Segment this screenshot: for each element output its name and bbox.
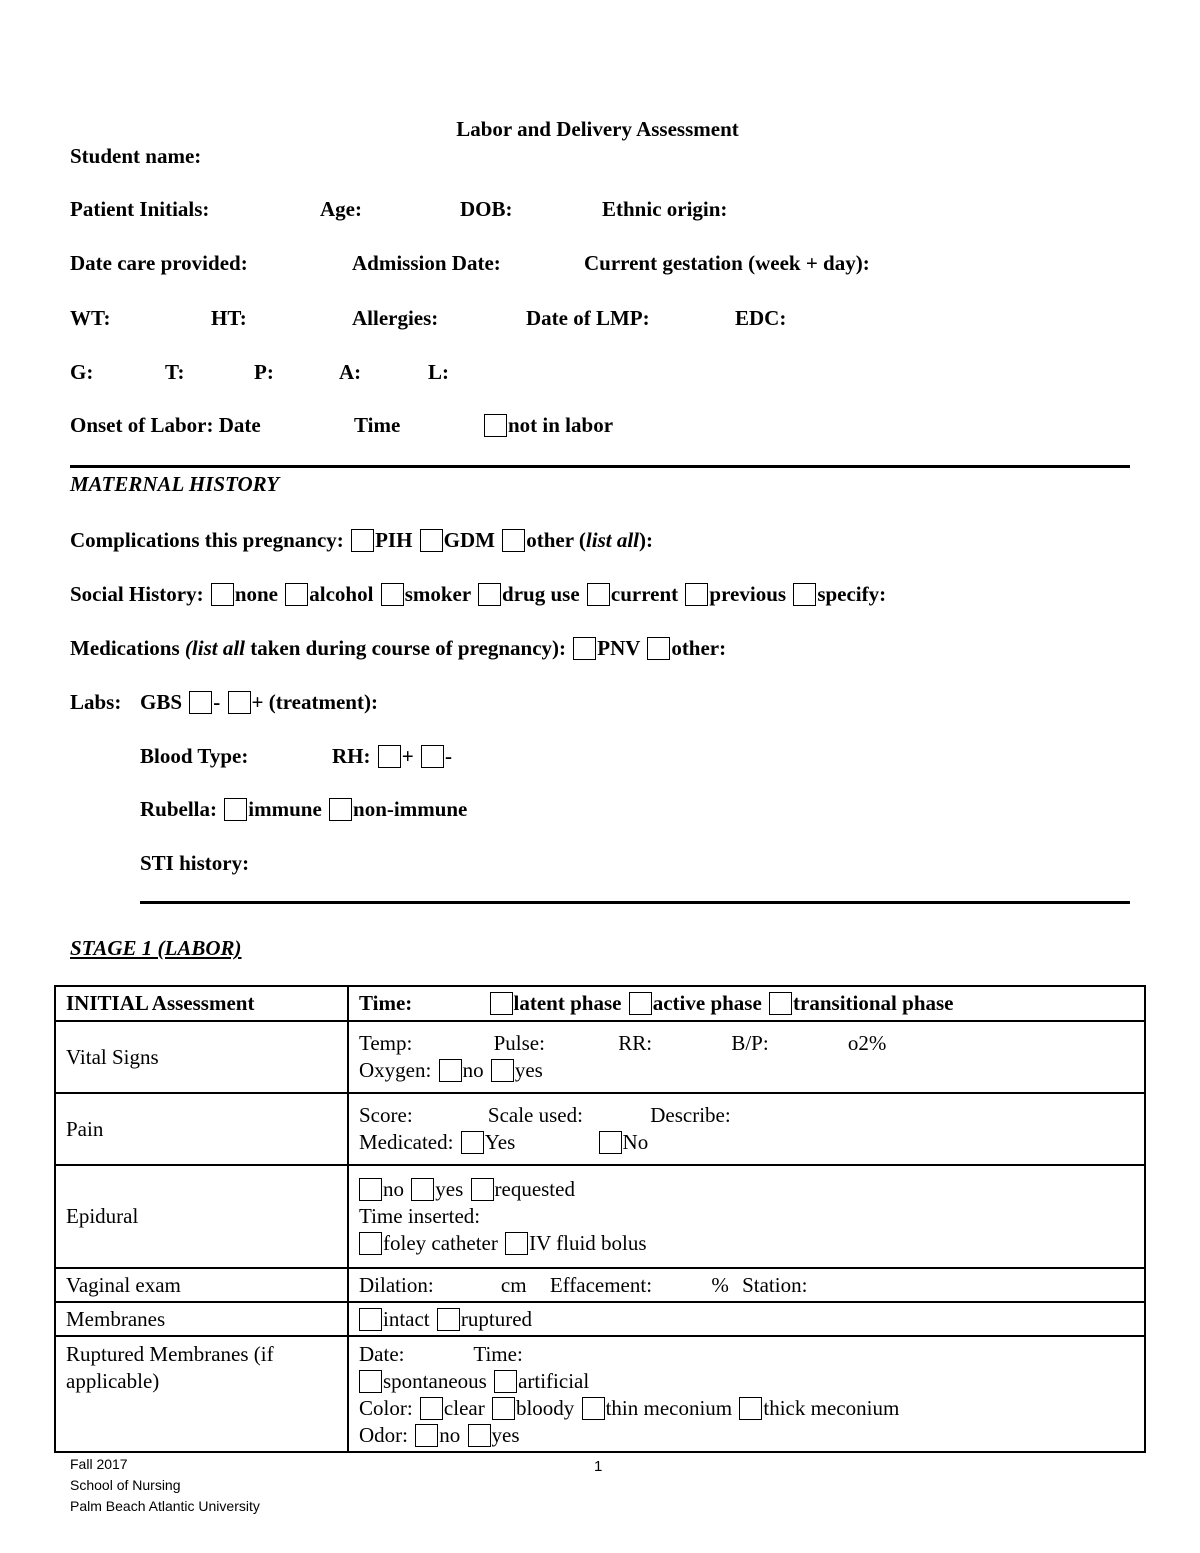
maternal-history-heading: MATERNAL HISTORY [70,472,280,496]
pain-cell: Score: Scale used: Describe: Medicated: Yes No [348,1093,1145,1165]
rh-positive-checkbox[interactable] [378,745,401,768]
footer-university: Palm Beach Atlantic University [70,1498,260,1514]
social-previous-checkbox[interactable] [685,583,708,606]
rh-negative-checkbox[interactable] [421,745,444,768]
table-row [55,1268,1145,1302]
membranes-label: Membranes [55,1302,348,1336]
active-phase-checkbox[interactable] [629,992,652,1015]
other-medication-checkbox[interactable] [647,637,670,660]
other-complication-checkbox[interactable] [502,529,525,552]
iv-fluid-bolus-checkbox[interactable] [505,1232,528,1255]
edc-label: EDC: [735,306,787,330]
ruptured-membranes-cell: Date: Time: spontaneous artificial Color: clear bloody thin meconium thick meconium Odor: no yes [348,1336,1145,1452]
color-bloody-checkbox[interactable] [492,1397,515,1420]
spontaneous-checkbox[interactable] [359,1370,382,1393]
dob-label: DOB: [460,197,513,221]
not-in-labor-checkbox[interactable] [484,414,507,437]
color-thick-meconium-checkbox[interactable] [739,1397,762,1420]
vaginal-exam-cell: Dilation: cm Effacement: % Station: [348,1268,1145,1302]
medicated-yes-checkbox[interactable] [461,1131,484,1154]
allergies-label: Allergies: [352,306,439,330]
color-clear-checkbox[interactable] [420,1397,443,1420]
sti-history-label: STI history: [140,851,250,875]
pih-checkbox[interactable] [351,529,374,552]
admission-date-label: Admission Date: [352,251,501,275]
transitional-phase-checkbox[interactable] [769,992,792,1015]
gbs-row: GBS - + (treatment): [140,690,378,714]
vital-signs-cell: Temp: Pulse: RR: B/P: o2% Oxygen: no yes [348,1021,1145,1093]
social-current-checkbox[interactable] [587,583,610,606]
color-thin-meconium-checkbox[interactable] [582,1397,605,1420]
medicated-no-checkbox[interactable] [599,1131,622,1154]
oxygen-yes-checkbox[interactable] [491,1059,514,1082]
time-phase-cell: Time: latent phase active phase transitional phase [348,986,1145,1021]
footer [70,1454,260,1517]
section-divider [140,901,1130,904]
ruptured-membranes-label: Ruptured Membranes (if applicable) [55,1336,348,1452]
vaginal-exam-label: Vaginal exam [55,1268,348,1302]
table-row [55,1336,1145,1452]
oxygen-no-checkbox[interactable] [439,1059,462,1082]
table-row [55,1165,1145,1268]
term-label: T: [165,360,185,384]
odor-yes-checkbox[interactable] [468,1424,491,1447]
footer-term: Fall 2017 [70,1456,128,1472]
ht-label: HT: [211,306,247,330]
membranes-cell: intact ruptured [348,1302,1145,1336]
artificial-checkbox[interactable] [494,1370,517,1393]
latent-phase-checkbox[interactable] [490,992,513,1015]
social-specify-checkbox[interactable] [793,583,816,606]
social-alcohol-checkbox[interactable] [285,583,308,606]
table-row [55,1302,1145,1336]
complications-row: Complications this pregnancy: PIH GDM other (list all): [70,528,654,552]
medications-row: Medications (list all taken during course of pregnancy): PNV other: [70,636,727,660]
epidural-requested-checkbox[interactable] [471,1178,494,1201]
onset-time-label: Time [354,413,401,437]
social-drug-use-checkbox[interactable] [478,583,501,606]
table-row [55,986,1145,1021]
section-divider [70,465,1130,468]
labs-label: Labs: [70,690,122,714]
gravida-label: G: [70,360,94,384]
rubella-immune-checkbox[interactable] [224,798,247,821]
date-of-lmp-label: Date of LMP: [526,306,650,330]
onset-of-labor-date-label: Onset of Labor: Date [70,413,261,437]
rh-row: RH: + - [332,744,452,768]
rubella-row: Rubella: immune non-immune [140,797,468,821]
gdm-checkbox[interactable] [420,529,443,552]
pain-label: Pain [55,1093,348,1165]
social-smoker-checkbox[interactable] [381,583,404,606]
social-history-row: Social History: none alcohol smoker drug use current previous specify: [70,582,887,606]
page-number: 1 [594,1458,603,1475]
table-row [55,1093,1145,1165]
not-in-labor-option[interactable]: not in labor [482,412,613,438]
membranes-ruptured-checkbox[interactable] [437,1308,460,1331]
page-title: Labor and Delivery Assessment [456,117,739,141]
wt-label: WT: [70,306,111,330]
epidural-no-checkbox[interactable] [359,1178,382,1201]
ethnic-origin-label: Ethnic origin: [602,197,728,221]
blood-type-label: Blood Type: [140,744,249,768]
gbs-negative-checkbox[interactable] [189,691,212,714]
patient-initials-label: Patient Initials: [70,197,210,221]
pnv-checkbox[interactable] [573,637,596,660]
vital-signs-label: Vital Signs [55,1021,348,1093]
membranes-intact-checkbox[interactable] [359,1308,382,1331]
age-label: Age: [320,197,362,221]
student-name-label: Student name: [70,144,202,168]
stage1-heading: STAGE 1 (LABOR) [70,936,242,960]
rubella-non-immune-checkbox[interactable] [329,798,352,821]
table-row [55,1021,1145,1093]
foley-catheter-checkbox[interactable] [359,1232,382,1255]
stage1-assessment-table [54,985,1146,1453]
gbs-positive-checkbox[interactable] [228,691,251,714]
social-none-checkbox[interactable] [211,583,234,606]
epidural-label: Epidural [55,1165,348,1268]
abortion-label: A: [339,360,362,384]
date-care-provided-label: Date care provided: [70,251,248,275]
epidural-cell: no yes requested Time inserted: foley catheter IV fluid bolus [348,1165,1145,1268]
odor-no-checkbox[interactable] [415,1424,438,1447]
epidural-yes-checkbox[interactable] [411,1178,434,1201]
living-label: L: [428,360,449,384]
initial-assessment-label: INITIAL Assessment [55,986,348,1021]
footer-school: School of Nursing [70,1477,181,1493]
preterm-label: P: [254,360,274,384]
current-gestation-label: Current gestation (week + day): [584,251,870,275]
